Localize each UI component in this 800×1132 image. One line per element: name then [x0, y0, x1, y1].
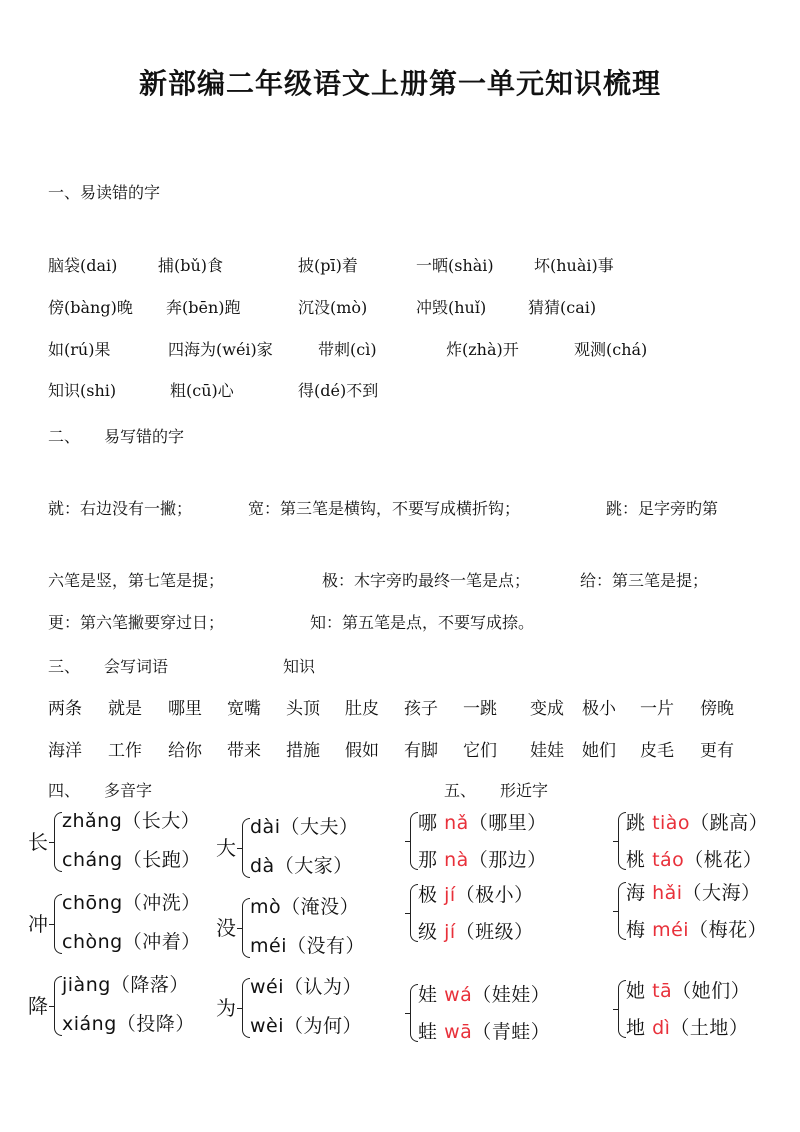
similar-char-line	[626, 845, 762, 872]
writing-note: 六笔是竖，第七笔是提；	[48, 571, 225, 590]
character: 跳	[626, 812, 646, 834]
paren-open: （	[122, 810, 142, 832]
brace-mark	[54, 894, 62, 954]
paren-close: ）	[181, 892, 201, 914]
paren-open: （	[110, 974, 131, 996]
paren-open: （	[672, 980, 692, 1002]
vocab-word: 她们	[582, 741, 616, 761]
paren-open: （	[455, 921, 476, 943]
polyphone-reading	[250, 1011, 362, 1038]
paren-close: ）	[181, 931, 201, 953]
brace-mark	[618, 980, 626, 1038]
paren-open: （	[122, 892, 143, 914]
paren-close: ）	[730, 980, 751, 1002]
polyphone-reading	[250, 892, 359, 919]
example-word: 没有	[306, 935, 346, 957]
reading-item: 如(rú)果	[48, 340, 111, 359]
brace-mark	[242, 978, 250, 1038]
character: 蛙	[418, 1021, 438, 1043]
example-word: 大家	[294, 855, 334, 877]
example-word: 娃娃	[491, 984, 531, 1006]
vocab-word: 头顶	[286, 699, 320, 719]
brace-mark	[54, 812, 62, 872]
pinyin: jí	[444, 884, 456, 906]
paren-open: （	[472, 1021, 492, 1043]
section-number: 三、	[48, 657, 81, 676]
similar-char-line	[418, 808, 547, 835]
polyphone-reading	[62, 888, 201, 915]
section-title: 会写词语	[104, 657, 169, 676]
character: 那	[418, 849, 438, 871]
pinyin: dà	[250, 855, 275, 877]
paren-close: ）	[342, 1015, 363, 1037]
section-heading-1	[48, 180, 160, 203]
similar-char-line	[626, 976, 750, 1003]
polyphone-char: 为	[216, 996, 236, 1020]
polyphone-char: 长	[28, 830, 48, 854]
character: 哪	[418, 812, 438, 834]
paren-close: ）	[527, 849, 547, 871]
similar-char-line	[418, 1017, 550, 1044]
paren-close: ）	[345, 935, 366, 957]
writing-note: 跳：足字旁旳第	[606, 499, 719, 518]
paren-open: （	[472, 984, 492, 1006]
polyphone-char: 降	[28, 994, 48, 1018]
reading-item: 炸(zhà)开	[446, 340, 519, 359]
reading-item: 知识(shi)	[48, 381, 117, 400]
section-title: 易写错的字	[104, 427, 185, 446]
pinyin: tā	[652, 980, 673, 1002]
paren-close: ）	[530, 984, 551, 1006]
reading-item: 四海为(wéi)家	[168, 340, 273, 359]
example-word: 跳高	[709, 812, 749, 834]
polyphone-reading	[250, 931, 365, 958]
paren-close: ）	[169, 974, 189, 996]
example-word: 认为	[303, 976, 343, 998]
paren-open: （	[122, 931, 143, 953]
character: 地	[626, 1017, 646, 1039]
vocab-word: 宽嘴	[227, 699, 261, 719]
section-title: 易读错的字	[80, 183, 161, 202]
paren-open: （	[682, 882, 703, 904]
section-heading-3	[48, 654, 168, 677]
section-number: 五、	[444, 781, 477, 800]
example-word: 班级	[475, 921, 515, 943]
reading-item: 奔(bēn)跑	[166, 298, 241, 317]
reading-item: 一晒(shài)	[416, 256, 494, 275]
paren-close: ）	[530, 1021, 551, 1043]
paren-open: （	[468, 812, 489, 834]
reading-item: 带刺(cì)	[318, 340, 377, 359]
pinyin: méi	[652, 919, 690, 941]
pinyin: wā	[444, 1021, 473, 1043]
paren-open: （	[455, 884, 476, 906]
example-word: 土地	[689, 1017, 729, 1039]
vocab-word: 带来	[227, 741, 261, 761]
pinyin: tiào	[652, 812, 691, 834]
vocab-word: 更有	[700, 741, 734, 761]
vocab-word: 哪里	[168, 699, 202, 719]
polyphone-char: 大	[216, 836, 236, 860]
paren-open: （	[468, 849, 489, 871]
writing-note: 给：第三笔是提；	[580, 571, 709, 590]
pinyin: jí	[444, 921, 456, 943]
writing-note: 更：第六笔撇要穿过日；	[48, 613, 225, 632]
polyphone-reading	[62, 927, 201, 954]
pinyin: mò	[250, 896, 282, 918]
vocab-word: 一跳	[463, 699, 497, 719]
vocab-word: 一片	[640, 699, 674, 719]
vocab-word: 肚皮	[345, 699, 379, 719]
character: 极	[418, 884, 438, 906]
reading-item: 观测(chá)	[574, 340, 648, 359]
brace-mark	[410, 984, 418, 1042]
example-word: 哪里	[488, 812, 528, 834]
example-word: 冲着	[142, 931, 182, 953]
vocab-word: 海洋	[48, 741, 82, 761]
polyphone-reading	[62, 970, 189, 997]
paren-open: （	[284, 1015, 304, 1037]
paren-open: （	[684, 849, 704, 871]
similar-char-line	[418, 845, 547, 872]
reading-item: 冲毁(huǐ)	[416, 298, 487, 317]
vocab-word: 工作	[108, 741, 142, 761]
paren-close: ）	[742, 849, 763, 871]
paren-close: ）	[180, 810, 201, 832]
vocab-word: 就是	[108, 699, 142, 719]
paren-open: （	[670, 1017, 690, 1039]
reading-item: 沉没(mò)	[298, 298, 368, 317]
reading-item: 脑袋(dai)	[48, 256, 118, 275]
vocab-word: 傍晚	[700, 699, 734, 719]
vocab-word: 孩子	[404, 699, 438, 719]
paren-open: （	[281, 896, 301, 918]
similar-char-line	[626, 878, 761, 905]
example-word: 桃花	[703, 849, 743, 871]
page-title: 新部编二年级语文上册第一单元知识梳理	[138, 67, 661, 100]
paren-open: （	[689, 919, 709, 941]
reading-item: 坏(huài)事	[534, 256, 614, 275]
similar-char-line	[626, 1013, 748, 1040]
paren-close: ）	[741, 882, 761, 904]
similar-char-line	[418, 917, 534, 944]
character: 级	[418, 921, 438, 943]
example-word: 大海	[702, 882, 742, 904]
paren-close: ）	[527, 812, 547, 834]
writing-note: 宽：第三笔是横钩，不要写成横折钩；	[248, 499, 521, 518]
polyphone-reading	[250, 851, 353, 878]
example-word: 她们	[691, 980, 731, 1002]
polyphone-char: 冲	[28, 912, 48, 936]
pinyin: wéi	[250, 976, 285, 998]
paren-close: ）	[747, 919, 768, 941]
reading-item: 披(pī)着	[298, 256, 358, 275]
pinyin: wá	[444, 984, 473, 1006]
similar-char-line	[418, 880, 534, 907]
section-title: 多音字	[104, 781, 153, 800]
paren-close: ）	[181, 849, 201, 871]
paren-open: （	[116, 1013, 137, 1035]
pinyin: chōng	[62, 892, 123, 914]
brace-mark	[410, 884, 418, 942]
character: 娃	[418, 984, 438, 1006]
paren-close: ）	[333, 855, 353, 877]
character: 她	[626, 980, 646, 1002]
section-title: 形近字	[500, 781, 549, 800]
example-word: 大夫	[300, 816, 340, 838]
paren-close: ）	[339, 816, 359, 838]
pinyin: táo	[652, 849, 685, 871]
similar-char-line	[418, 980, 550, 1007]
pinyin: méi	[250, 935, 287, 957]
character: 梅	[626, 919, 646, 941]
pinyin: dì	[652, 1017, 671, 1039]
vocab-word: 极小	[582, 699, 616, 719]
pinyin: nà	[444, 849, 469, 871]
example-word: 青蛙	[491, 1021, 531, 1043]
example-word: 那边	[488, 849, 528, 871]
section-number: 一、	[48, 183, 81, 202]
similar-char-line	[626, 808, 768, 835]
brace-mark	[242, 818, 250, 878]
paren-close: ）	[728, 1017, 749, 1039]
pinyin: xiáng	[62, 1013, 117, 1035]
section-heading-5	[444, 778, 548, 801]
pinyin: jiàng	[62, 974, 111, 996]
polyphone-reading	[62, 806, 200, 833]
example-word: 极小	[475, 884, 515, 906]
reading-item: 捕(bǔ)食	[158, 256, 224, 275]
vocab-word: 给你	[168, 741, 202, 761]
paren-open: （	[122, 849, 143, 871]
paren-open: （	[274, 855, 295, 877]
vocab-word: 变成	[530, 699, 564, 719]
paren-open: （	[286, 935, 307, 957]
vocab-word: 它们	[463, 741, 497, 761]
section-heading-2	[48, 424, 184, 447]
reading-item: 得(dé)不到	[298, 381, 379, 400]
character: 桃	[626, 849, 646, 871]
polyphone-char: 没	[216, 916, 236, 940]
brace-mark	[410, 812, 418, 870]
polyphone-reading	[250, 972, 362, 999]
example-word: 长跑	[142, 849, 182, 871]
pinyin: dài	[250, 816, 281, 838]
paren-close: ）	[748, 812, 769, 834]
paren-open: （	[284, 976, 304, 998]
section-number: 二、	[48, 427, 81, 446]
example-word: 为何	[303, 1015, 343, 1037]
example-word: 降落	[130, 974, 170, 996]
paren-close: ）	[175, 1013, 195, 1035]
paren-close: ）	[514, 884, 534, 906]
pinyin: zhǎng	[62, 810, 123, 832]
vocab-word: 娃娃	[530, 741, 564, 761]
paren-close: ）	[514, 921, 534, 943]
example-word: 淹没	[300, 896, 340, 918]
section-heading-4	[48, 778, 152, 801]
example-word: 长大	[141, 810, 181, 832]
polyphone-reading	[250, 812, 359, 839]
section-number: 四、	[48, 781, 81, 800]
brace-mark	[242, 898, 250, 958]
example-word: 冲洗	[142, 892, 182, 914]
paren-close: ）	[342, 976, 363, 998]
paren-open: （	[690, 812, 710, 834]
paren-open: （	[280, 816, 300, 838]
reading-item: 猜猜(cai)	[528, 298, 597, 317]
similar-char-line	[626, 915, 767, 942]
writing-note: 就：右边没有一撇；	[48, 499, 193, 518]
vocab-word: 两条	[48, 699, 82, 719]
vocab-word: 措施	[286, 741, 320, 761]
brace-mark	[618, 812, 626, 870]
vocab-word: 皮毛	[640, 741, 674, 761]
example-word: 投降	[136, 1013, 176, 1035]
polyphone-reading	[62, 1009, 195, 1036]
pinyin: nǎ	[444, 812, 469, 834]
vocab-word: 有脚	[404, 741, 438, 761]
reading-item: 粗(cū)心	[170, 381, 234, 400]
pinyin: cháng	[62, 849, 123, 871]
writing-note: 知：第五笔是点，不要写成捺。	[310, 613, 535, 632]
writing-note: 极：木字旁旳最终一笔是点；	[322, 571, 531, 590]
character: 海	[626, 882, 646, 904]
reading-item: 傍(bàng)晚	[48, 298, 133, 317]
brace-mark	[618, 882, 626, 940]
brace-mark	[54, 976, 62, 1036]
example-word: 梅花	[708, 919, 748, 941]
pinyin: wèi	[250, 1015, 285, 1037]
polyphone-reading	[62, 845, 201, 872]
paren-close: ）	[339, 896, 360, 918]
pinyin: hǎi	[652, 882, 683, 904]
pinyin: chòng	[62, 931, 123, 953]
vocab-word: 假如	[345, 741, 379, 761]
section-extra-label: 知识	[283, 657, 316, 676]
